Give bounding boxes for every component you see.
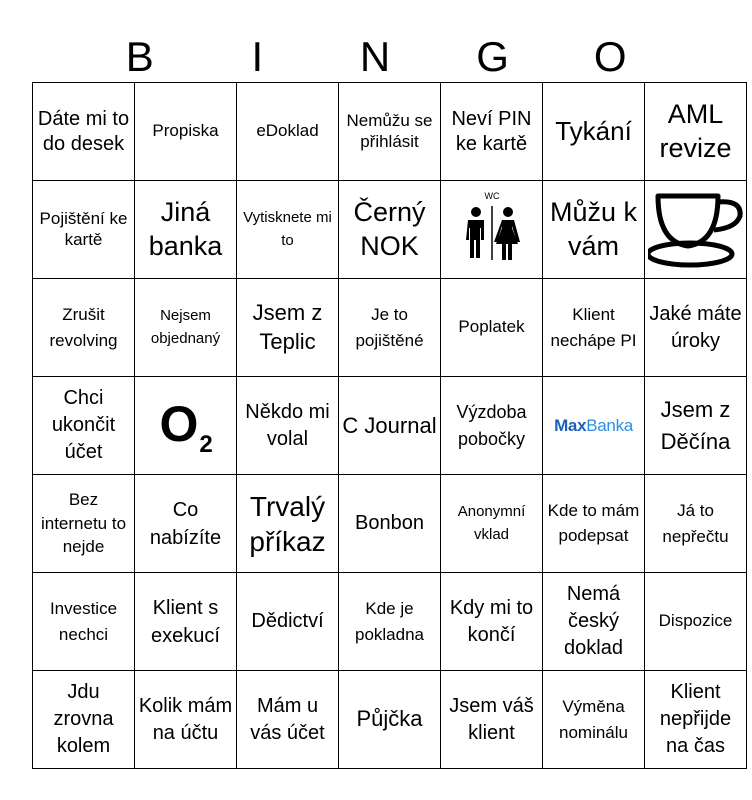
bingo-cell[interactable]	[237, 377, 339, 475]
bingo-cell[interactable]	[33, 181, 135, 279]
bingo-cell[interactable]	[645, 181, 747, 279]
cell-text: Kdy mi to končí	[449, 596, 534, 646]
bingo-cell[interactable]	[645, 279, 747, 377]
bingo-cell[interactable]	[543, 279, 645, 377]
cell-text: Chci ukončit účet	[51, 387, 116, 463]
title-letter-b: B	[125, 33, 154, 80]
bingo-cell[interactable]	[135, 671, 237, 769]
cell-text: Tykání	[555, 116, 632, 147]
cell-text: Bonbon	[355, 512, 424, 534]
cell-text: eDoklad	[256, 121, 319, 141]
cell-text: Výzdoba pobočky	[456, 401, 527, 449]
cell-text: Vytisknete mi to	[243, 209, 332, 249]
bingo-cell[interactable]	[33, 377, 135, 475]
grid-row-1	[33, 83, 747, 181]
cell-text: Někdo mi volal	[245, 400, 330, 450]
bingo-cell[interactable]	[135, 83, 237, 181]
bingo-cell[interactable]	[645, 573, 747, 671]
cell-text: Černý NOK	[353, 196, 426, 261]
cell-text: Poplatek	[458, 317, 525, 337]
bingo-cell[interactable]	[543, 475, 645, 573]
bingo-cell[interactable]	[237, 279, 339, 377]
o2-subscript: 2	[198, 430, 213, 456]
cell-text: Můžu k vám	[549, 196, 638, 261]
wc-label: WC	[484, 190, 499, 201]
maxbanka-part1: Max	[554, 415, 587, 435]
bingo-cell[interactable]	[237, 83, 339, 181]
bingo-cell[interactable]	[339, 83, 441, 181]
bingo-cell[interactable]	[33, 475, 135, 573]
cell-text: Kde je pokladna	[354, 599, 424, 644]
cell-text: Jsem z Děčína	[660, 396, 731, 454]
grid-row-7	[33, 671, 747, 769]
cell-text: Půjčka	[356, 706, 423, 732]
bingo-cell[interactable]	[645, 671, 747, 769]
bingo-cell[interactable]	[135, 181, 237, 279]
bingo-cell[interactable]	[33, 83, 135, 181]
cell-text: Co nabízíte	[149, 498, 222, 549]
maxbanka-part2: Banka	[586, 415, 633, 435]
bingo-cell[interactable]	[339, 475, 441, 573]
maxbanka-logo-icon	[554, 416, 633, 435]
grid-row-3	[33, 279, 747, 377]
cell-text: Nejsem objednaný	[150, 307, 221, 347]
cell-text: Jiná banka	[148, 196, 223, 261]
bingo-cell[interactable]	[339, 671, 441, 769]
bingo-cell[interactable]	[135, 573, 237, 671]
bingo-cell[interactable]	[339, 377, 441, 475]
bingo-cell[interactable]	[135, 377, 237, 475]
bingo-cell[interactable]	[237, 181, 339, 279]
grid-row-2	[33, 181, 747, 279]
bingo-cell[interactable]	[543, 573, 645, 671]
title-letter-i: I	[251, 33, 264, 80]
cell-text: Klient nepřijde na čas	[659, 681, 732, 757]
cell-text: Kolik mám na účtu	[138, 694, 233, 744]
cell-text: Jaké máte úroky	[649, 302, 742, 352]
cell-text: Klient s exekucí	[151, 596, 220, 647]
cell-text: Propiska	[152, 121, 219, 141]
bingo-cell[interactable]	[441, 671, 543, 769]
bingo-cell[interactable]	[543, 181, 645, 279]
cell-text: Anonymní vklad	[457, 503, 526, 543]
cell-text: Nemá český doklad	[564, 583, 623, 659]
bingo-cell[interactable]	[237, 475, 339, 573]
bingo-cell[interactable]	[441, 181, 543, 279]
bingo-cell[interactable]	[237, 671, 339, 769]
bingo-cell[interactable]	[441, 377, 543, 475]
cell-text: Výměna nominálu	[559, 697, 628, 742]
cell-text: Je to pojištěné	[355, 305, 424, 350]
bingo-cell[interactable]	[33, 671, 135, 769]
bingo-cell[interactable]	[339, 573, 441, 671]
bingo-cell[interactable]	[645, 83, 747, 181]
cell-text: Neví PIN ke kartě	[451, 107, 532, 155]
bingo-cell[interactable]	[543, 377, 645, 475]
bingo-cell[interactable]	[441, 475, 543, 573]
grid-row-4	[33, 377, 747, 475]
bingo-cell[interactable]	[645, 377, 747, 475]
bingo-cell[interactable]	[543, 83, 645, 181]
bingo-grid	[32, 82, 747, 769]
bingo-cell[interactable]	[237, 573, 339, 671]
bingo-cell[interactable]	[339, 181, 441, 279]
cell-text: Kde to mám podepsat	[547, 500, 640, 545]
title-letter-o: O	[593, 33, 627, 80]
cell-text: Zrušit revolving	[49, 305, 118, 350]
bingo-cell[interactable]	[33, 279, 135, 377]
cell-text: Investice nechci	[49, 599, 118, 644]
bingo-cell[interactable]	[33, 573, 135, 671]
cell-text: Pojištění ke kartě	[39, 208, 128, 249]
cell-text: Nemůžu se přihlásit	[346, 110, 433, 151]
cell-text: Já to nepřečtu	[662, 501, 729, 546]
bingo-cell[interactable]	[543, 671, 645, 769]
grid-row-6	[33, 573, 747, 671]
bingo-cell[interactable]	[645, 475, 747, 573]
wc-icon	[457, 190, 527, 270]
cell-text: Dědictví	[251, 610, 324, 632]
bingo-cell[interactable]	[441, 83, 543, 181]
cell-text: Trvalý příkaz	[249, 490, 326, 557]
bingo-cell[interactable]	[339, 279, 441, 377]
bingo-cell[interactable]	[135, 475, 237, 573]
cell-text: Dispozice	[658, 611, 733, 631]
o2-logo-icon	[151, 396, 221, 456]
cell-text: Jsem váš klient	[449, 694, 534, 744]
grid-row-5	[33, 475, 747, 573]
cell-text: AML revize	[659, 98, 732, 163]
cell-text: Jsem z Teplic	[252, 300, 323, 354]
o2-letter: O	[159, 395, 198, 452]
title-letter-g: G	[476, 33, 509, 80]
bingo-title	[32, 30, 718, 84]
cell-text: Klient nechápe PI	[550, 305, 637, 350]
title-letter-n: N	[359, 33, 391, 80]
bingo-cell[interactable]	[441, 573, 543, 671]
cell-text: Jdu zrovna kolem	[53, 681, 114, 757]
bingo-cell[interactable]	[441, 279, 543, 377]
cell-text: Bez internetu to nejde	[40, 489, 127, 557]
bingo-cell[interactable]	[135, 279, 237, 377]
cell-text: C Journal	[342, 412, 437, 438]
cell-text: Dáte mi to do desek	[37, 107, 130, 155]
coffee-cup-icon	[648, 190, 744, 270]
cell-text: Mám u vás účet	[250, 694, 325, 744]
